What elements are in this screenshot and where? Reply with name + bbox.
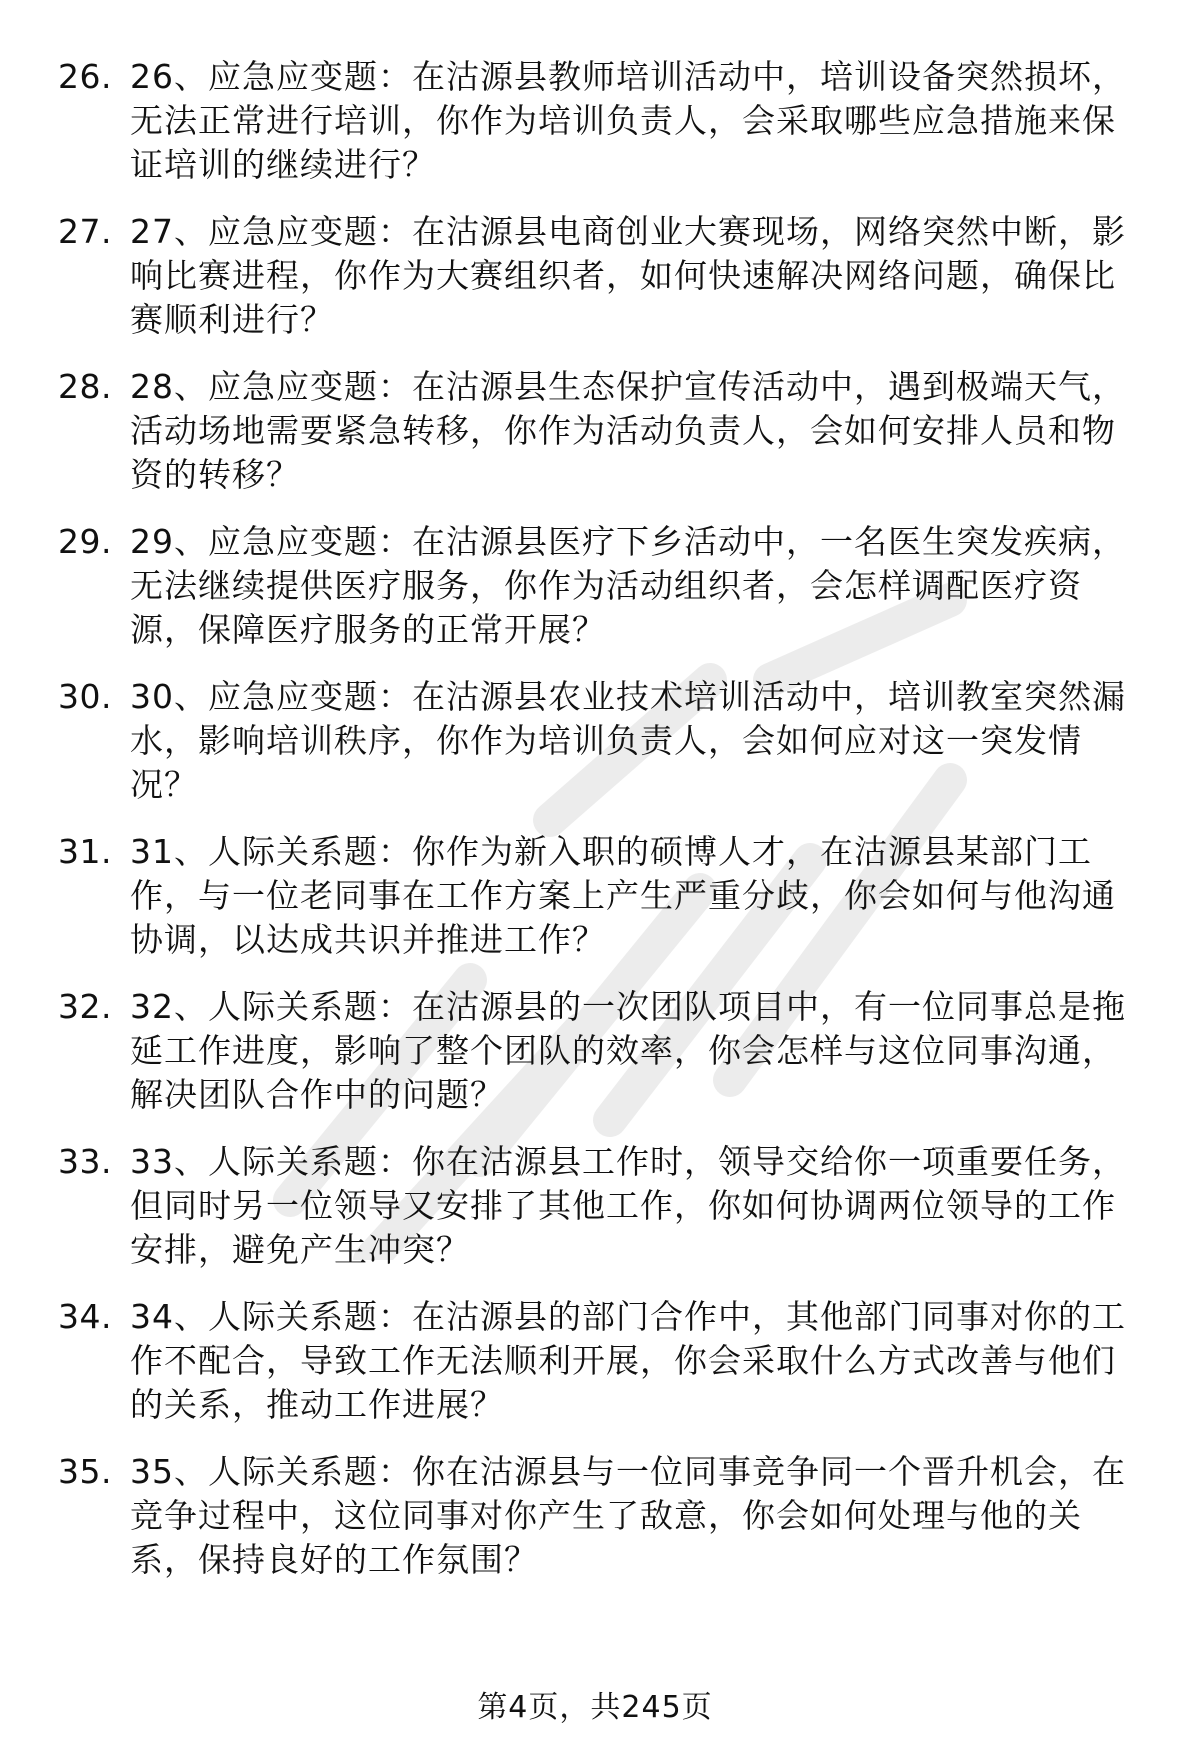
question-item xyxy=(58,1450,1148,1605)
question-number: 33. xyxy=(58,1142,112,1181)
question-number: 28. xyxy=(58,367,112,406)
question-item xyxy=(58,1295,1148,1450)
question-text: 27、应急应变题：在沽源县电商创业大赛现场，网络突然中断，影响比赛进程，你作为大赛组织者，如何快速解决网络问题，确保比赛顺利进行？ xyxy=(130,212,1126,339)
question-text: 33、人际关系题：你在沽源县工作时，领导交给你一项重要任务，但同时另一位领导又安排了其他工作，你如何协调两位领导的工作安排，避免产生冲突？ xyxy=(130,1142,1126,1269)
question-number: 30. xyxy=(58,677,112,716)
question-item xyxy=(58,675,1148,830)
question-number: 35. xyxy=(58,1452,112,1491)
question-list xyxy=(58,55,1148,1605)
question-text: 30、应急应变题：在沽源县农业技术培训活动中，培训教室突然漏水，影响培训秩序，你作为培训负责人，会如何应对这一突发情况？ xyxy=(130,677,1126,804)
question-text: 26、应急应变题：在沽源县教师培训活动中，培训设备突然损坏，无法正常进行培训，你作为培训负责人，会采取哪些应急措施来保证培训的继续进行？ xyxy=(130,57,1126,184)
question-text: 31、人际关系题：你作为新入职的硕博人才，在沽源县某部门工作，与一位老同事在工作方案上产生严重分歧，你会如何与他沟通协调，以达成共识并推进工作？ xyxy=(130,832,1116,959)
question-text: 32、人际关系题：在沽源县的一次团队项目中，有一位同事总是拖延工作进度，影响了整个团队的效率，你会怎样与这位同事沟通，解决团队合作中的问题？ xyxy=(130,987,1126,1114)
question-number: 34. xyxy=(58,1297,112,1336)
question-text: 34、人际关系题：在沽源县的部门合作中，其他部门同事对你的工作不配合，导致工作无法顺利开展，你会采取什么方式改善与他们的关系，推动工作进展？ xyxy=(130,1297,1126,1424)
question-item xyxy=(58,830,1148,985)
question-item xyxy=(58,365,1148,520)
question-item xyxy=(58,1140,1148,1295)
question-number: 31. xyxy=(58,832,112,871)
question-item xyxy=(58,520,1148,675)
page-number-label: 第4页，共245页 xyxy=(477,1690,713,1725)
question-number: 27. xyxy=(58,212,112,251)
question-item xyxy=(58,985,1148,1140)
question-number: 26. xyxy=(58,57,112,96)
question-text: 28、应急应变题：在沽源县生态保护宣传活动中，遇到极端天气，活动场地需要紧急转移，你作为活动负责人，会如何安排人员和物资的转移？ xyxy=(130,367,1126,494)
question-text: 29、应急应变题：在沽源县医疗下乡活动中，一名医生突发疾病，无法继续提供医疗服务，你作为活动组织者，会怎样调配医疗资源，保障医疗服务的正常开展？ xyxy=(130,522,1126,649)
page-footer xyxy=(0,1688,1190,1728)
question-text: 35、人际关系题：你在沽源县与一位同事竞争同一个晋升机会，在竞争过程中，这位同事对你产生了敌意，你会如何处理与他的关系，保持良好的工作氛围？ xyxy=(130,1452,1126,1579)
question-item xyxy=(58,55,1148,210)
question-item xyxy=(58,210,1148,365)
question-number: 29. xyxy=(58,522,112,561)
question-number: 32. xyxy=(58,987,112,1026)
